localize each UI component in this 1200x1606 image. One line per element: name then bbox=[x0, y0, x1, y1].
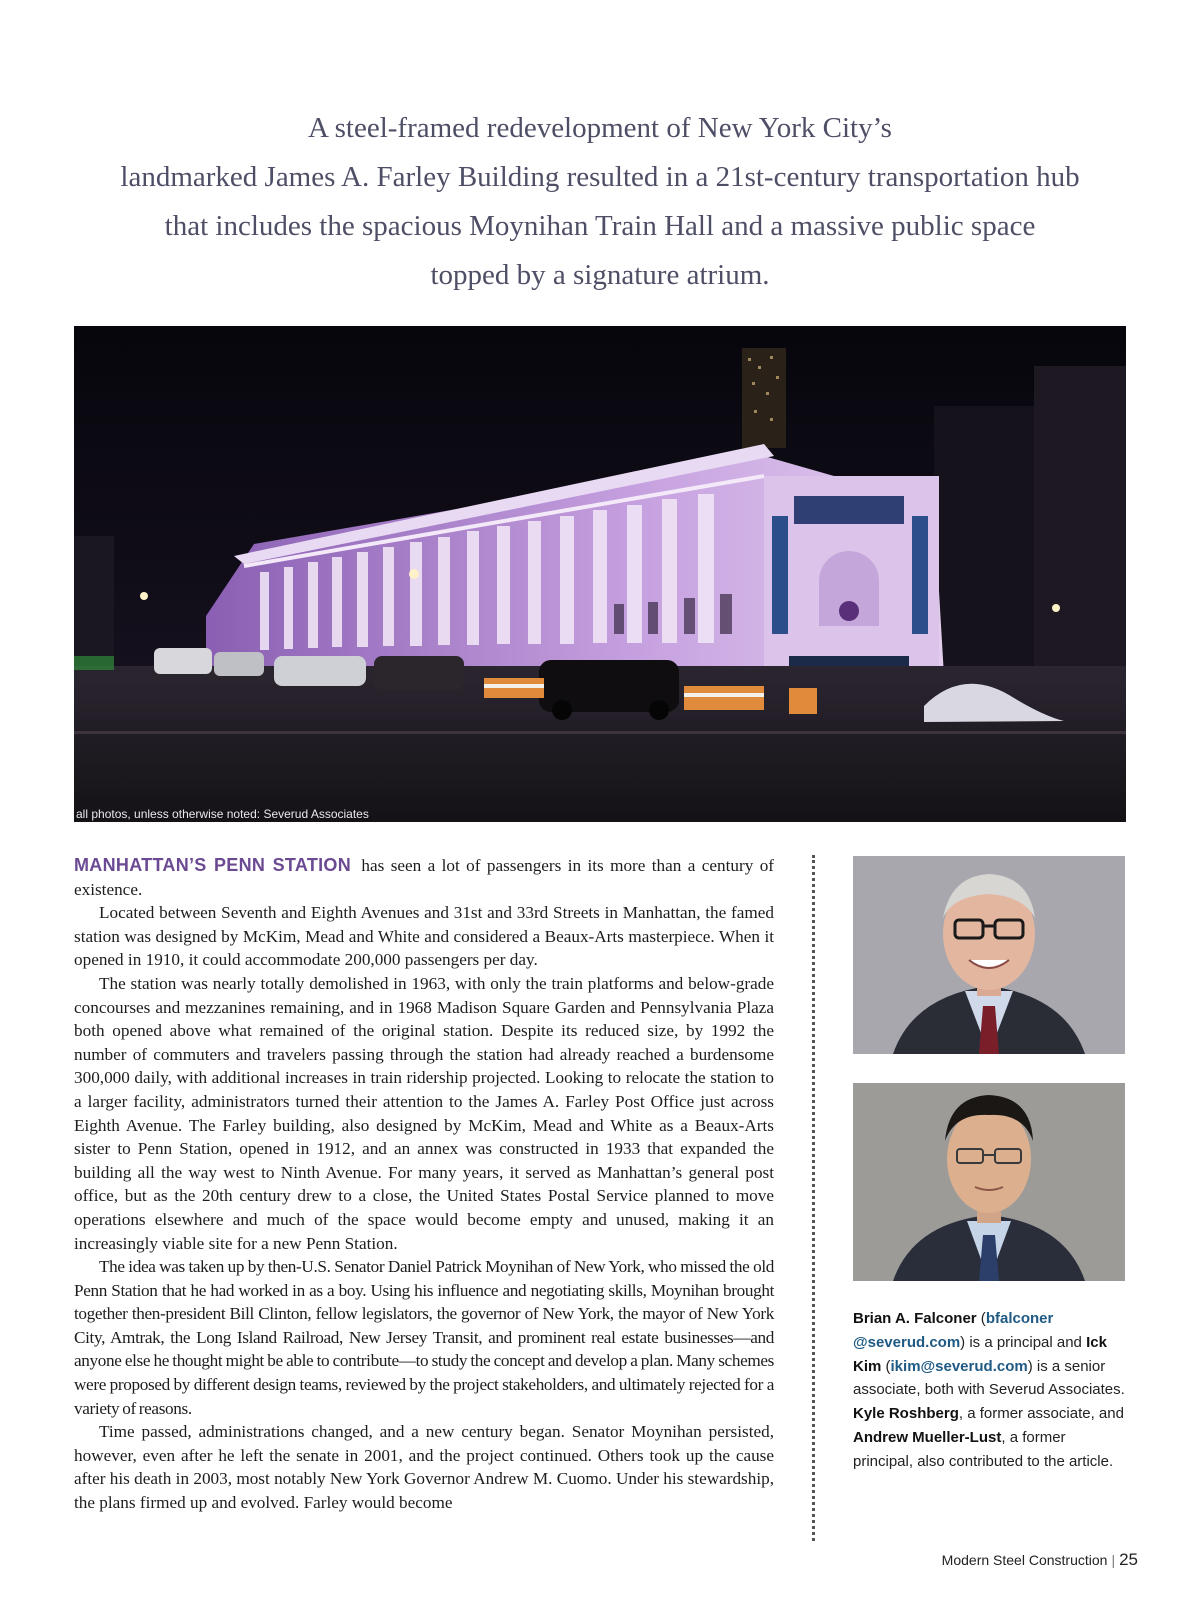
paragraph-text: has seen a lot of passengers in its more than a century of existence. bbox=[74, 856, 775, 899]
footer-separator: | bbox=[1111, 1552, 1116, 1568]
portrait-illustration bbox=[853, 1083, 1125, 1281]
author-bio bbox=[853, 1307, 1128, 1474]
article-paragraph: Time passed, administrations changed, and a new century began. Senator Moynihan persisted, however, even after he left the senate in 2001, and the project continued. Others took up the cause after his death in 2003, most notably New York Governor Andrew M. Cuomo. Under his stewardship, the plans firmed up and evolved. Farley would become bbox=[74, 1422, 774, 1513]
author-name: Brian A. Falconer bbox=[853, 1310, 977, 1327]
column-divider bbox=[812, 855, 815, 1541]
contributor-name: Kyle Roshberg bbox=[853, 1405, 959, 1423]
article-paragraph bbox=[74, 854, 774, 901]
deck-line: that includes the spacious Moynihan Train Hall and a massive public space bbox=[164, 210, 1036, 242]
bio-text: ( bbox=[881, 1357, 891, 1375]
bio-text: ( bbox=[976, 1310, 986, 1327]
photo-credit: all photos, unless otherwise noted: Severud Associates bbox=[76, 807, 369, 821]
bio-text: , a former associate, and bbox=[958, 1405, 1124, 1423]
contributor-name: Andrew Mueller-Lust bbox=[853, 1428, 1002, 1446]
bio-text: ) is a principal and bbox=[960, 1333, 1087, 1351]
farley-building-photo bbox=[74, 326, 1126, 822]
portrait-illustration bbox=[853, 856, 1125, 1054]
farley-building-illustration bbox=[74, 326, 1126, 822]
lead-in: MANHATTAN’S PENN STATION bbox=[74, 855, 352, 875]
author-email-link[interactable]: ikim@severud.com bbox=[890, 1357, 1028, 1375]
article-paragraph: The idea was taken up by then-U.S. Senator Daniel Patrick Moynihan of New York, who missed the old Penn Station that he had worked in as a boy. Using his influence and negotiating skills, Moynihan brought together then-president Bill Clinton, fellow legislators, the governor of New York, the mayor of New York City, Amtrak, the Long Island Railroad, New Jersey Transit, and prominent real estate businesses—and anyone else he thought might be able to contribute—to study the concept and develop a plan. Many schemes were proposed by different design teams, reviewed by the project stakeholders, and ultimately rejected for a variety of reasons. bbox=[74, 1257, 774, 1418]
publication-name: Modern Steel Construction bbox=[941, 1552, 1108, 1568]
article-paragraph: The station was nearly totally demolished in 1963, with only the train platforms and below-grade concourses and mezzanines remaining, and in 1968 Madison Square Garden and Pennsylvania Plaza both opened above what remained of the original station. Despite its reduced size, by 1992 the number of commuters and travelers passing through the station had already reached a burdensome 300,000 daily, with additional increases in train ridership projected. Looking to relocate the station to a larger facility, administrators turned their attention to the James A. Farley Post Office just across Eighth Avenue. The Farley building, also designed by McKim, Mead and White as a Beaux-Arts sister to Penn Station, opened in 1912, and an annex was constructed in 1933 that expanded the building all the way west to Ninth Avenue. For many years, it served as Manhattan’s general post office, but as the 20th century drew to a close, the United States Postal Service planned to move operations elsewhere and much of the space would become empty and unused, making it an increasingly viable site for a new Penn Station. bbox=[74, 973, 774, 1253]
bio-text: , a former principal, also contributed to the article. bbox=[853, 1428, 1114, 1470]
article-deck bbox=[60, 104, 1140, 300]
author-email-link[interactable]: bfalconer @severud.com bbox=[853, 1310, 1054, 1351]
page-number: 25 bbox=[1119, 1550, 1138, 1569]
article-body bbox=[74, 854, 774, 1515]
author-photo-falconer bbox=[853, 856, 1125, 1054]
deck-line: landmarked James A. Farley Building resulted in a 21st-century transportation hub bbox=[120, 161, 1080, 193]
page-footer bbox=[942, 1550, 1138, 1570]
author-name: Ick Kim bbox=[853, 1333, 1107, 1375]
deck-line: topped by a signature atrium. bbox=[430, 259, 770, 291]
article-paragraph: Located between Seventh and Eighth Avenues and 31st and 33rd Streets in Manhattan, the famed station was designed by McKim, Mead and White and considered a Beaux-Arts masterpiece. When it opened in 1910, it could accommodate 200,000 passengers per day. bbox=[74, 903, 774, 970]
deck-line: A steel-framed redevelopment of New York City’s bbox=[308, 112, 892, 144]
author-photo-kim bbox=[853, 1083, 1125, 1281]
bio-text: ) is a senior associate, both with Severud Associates. bbox=[853, 1357, 1125, 1399]
